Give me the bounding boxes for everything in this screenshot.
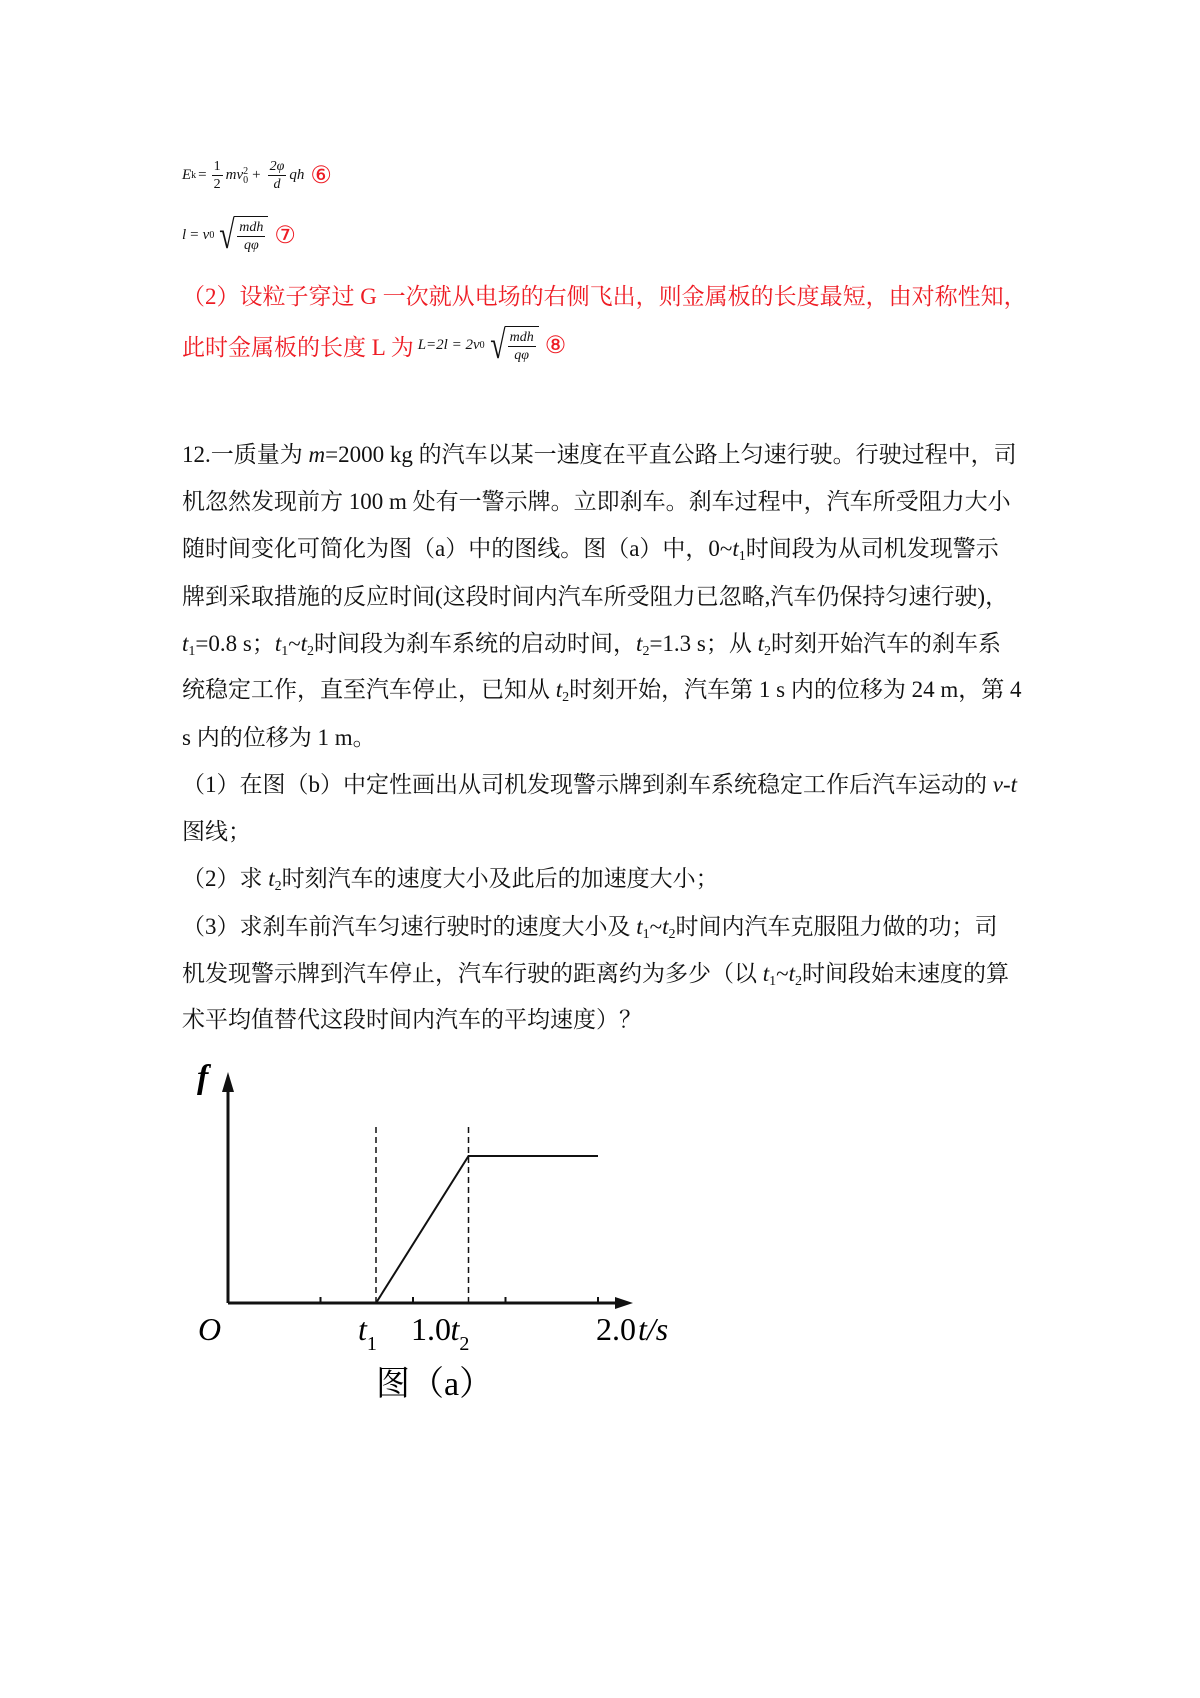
math-subscript: 2	[668, 927, 676, 942]
eq6-term2: qh	[289, 167, 305, 183]
math-subscript: 1	[642, 927, 650, 942]
eq7-equals: =	[190, 226, 199, 243]
eq8-rad-den: qφ	[514, 348, 530, 363]
eq6-term1: mv	[225, 167, 244, 183]
eq6-marker: ⑥	[310, 163, 332, 189]
math-variable: v-t	[992, 772, 1018, 797]
math-subscript: 1	[281, 644, 289, 659]
text-segment: =1.3 s；从	[649, 631, 758, 656]
math-variable: t	[268, 866, 275, 891]
eq7-sqrt: √ $\frac{\text{mdh}}{q\varphi}$	[216, 215, 268, 255]
math-variable: t	[555, 677, 563, 702]
text-segment: 时间段为从司机发现警示	[745, 536, 999, 561]
text-segment: 时刻汽车的速度大小及此后的加速度大小；	[281, 866, 719, 891]
text-segment: 时刻开始汽车的刹车系	[771, 631, 1001, 656]
eq8-marker: ⑧	[544, 332, 567, 359]
eq8-sqrt: √ $\frac{\text{mdh}}{q\varphi}$	[487, 325, 539, 365]
text-segment: 图线；	[182, 819, 251, 844]
text-segment: 机忽然发现前方 100 m 处有一警示牌。立即刹车。刹车过程中，汽车所受阻力大小	[182, 489, 1011, 514]
math-subscript: 2	[307, 644, 315, 659]
eq6-equals: =	[198, 167, 207, 183]
math-variable: t	[182, 631, 189, 656]
y-axis-arrow-icon	[222, 1072, 234, 1092]
x-axis-label: t/s	[638, 1311, 669, 1347]
eq7-coef: v	[202, 226, 210, 243]
math-subscript: 1	[188, 644, 196, 659]
math-subscript: 1	[738, 549, 746, 564]
math-variable: m	[308, 442, 326, 467]
text-segment: ~	[649, 914, 663, 939]
x-tick-label: 2.0	[596, 1311, 636, 1347]
text-segment: 牌到采取措施的反应时间(这段时间内汽车所受阻力已忽略,汽车仍保持匀速行驶)，	[182, 584, 1009, 609]
math-subscript: 2	[794, 974, 802, 989]
eq8-expr: L=2l = 2v	[417, 336, 480, 353]
x-tick-label: 1.0	[411, 1311, 451, 1347]
text-segment: s 内的位移为 1 m。	[182, 725, 376, 750]
eq6-f2-num: 2φ	[269, 159, 285, 174]
text-segment: =2000 kg 的汽车以某一速度在平直公路上匀速行驶。行驶过程中，司	[325, 442, 1017, 467]
math-variable: t	[300, 631, 308, 656]
solution-part2-line1: （2）设粒子穿过 G 一次就从电场的右侧飞出，则金属板的长度最短，由对称性知，	[182, 284, 1027, 309]
eq7-rad-num: mdh	[239, 220, 264, 235]
eq6-lhs: E	[182, 167, 192, 183]
x-tick-label: $t_2$	[450, 1311, 470, 1355]
eq7-marker: ⑦	[274, 222, 296, 249]
text-segment: 时刻开始，汽车第 1 s 内的位移为 24 m，第 4	[569, 677, 1022, 702]
eq6-f2-den: d	[273, 177, 281, 192]
eq7-coef-sub: 0	[209, 229, 215, 241]
figure-caption: 图（a）	[376, 1366, 494, 1403]
text-segment: 12.一质量为	[182, 442, 309, 467]
friction-line	[228, 1156, 598, 1303]
text-segment: 时间内汽车克服阻力做的功；司	[675, 914, 998, 939]
math-subscript: 1	[769, 974, 777, 989]
math-subscript: 2	[274, 879, 282, 894]
text-segment: 随时间变化可简化为图（a）中的图线。图（a）中，0~	[182, 536, 733, 561]
math-subscript: 2	[764, 644, 771, 659]
eq6-plus: +	[252, 167, 261, 183]
math-variable: t	[636, 914, 643, 939]
text-segment: ~	[288, 631, 301, 656]
part2-line2-text: 此时金属板的长度 L 为	[182, 334, 414, 360]
text-segment: （3）求刹车前汽车匀速行驶时的速度大小及	[182, 914, 637, 939]
text-segment: 时间段为刹车系统的启动时间，	[314, 631, 637, 656]
x-axis-arrow-icon	[615, 1297, 633, 1309]
eq6-term1-sup: 2	[243, 165, 249, 177]
math-variable: t	[757, 631, 764, 656]
text-segment: （1）在图（b）中定性画出从司机发现警示牌到刹车系统稳定工作后汽车运动的	[182, 772, 993, 797]
math-variable: t	[732, 536, 739, 561]
eq6-f1-num: 1	[213, 159, 221, 174]
math-subscript: 2	[562, 690, 570, 705]
eq8-rad-num: mdh	[509, 330, 534, 345]
text-segment: 机发现警示牌到汽车停止，汽车行驶的距离约为多少（以	[182, 961, 763, 986]
math-variable: t	[636, 631, 643, 656]
text-segment: 统稳定工作，直至汽车停止，已知从	[182, 677, 556, 702]
text-segment: =0.8 s；	[195, 631, 275, 656]
eq6-lhs-sub: k	[191, 170, 197, 181]
eq6-f1-den: 2	[213, 177, 221, 192]
math-variable: t	[662, 914, 669, 939]
text-segment: ~	[776, 961, 789, 986]
origin-label: O	[198, 1311, 222, 1347]
eq6-term1-sub: 0	[243, 174, 249, 186]
eq7-lhs: l	[182, 226, 187, 243]
math-subscript: 2	[642, 644, 650, 659]
eq7-rad-den: qφ	[243, 238, 259, 253]
text-segment: 时间段始末速度的算	[801, 961, 1009, 986]
text-segment: （2）求	[182, 866, 269, 891]
math-variable: t	[274, 631, 282, 656]
text-segment: 术平均值替代这段时间内汽车的平均速度）？	[182, 1007, 642, 1032]
math-variable: t	[762, 961, 770, 986]
x-tick-label: $t_1$	[358, 1311, 377, 1355]
eq8-coef-sub: 0	[479, 339, 485, 351]
math-variable: t	[788, 961, 795, 986]
y-axis-label: f	[197, 1059, 209, 1096]
